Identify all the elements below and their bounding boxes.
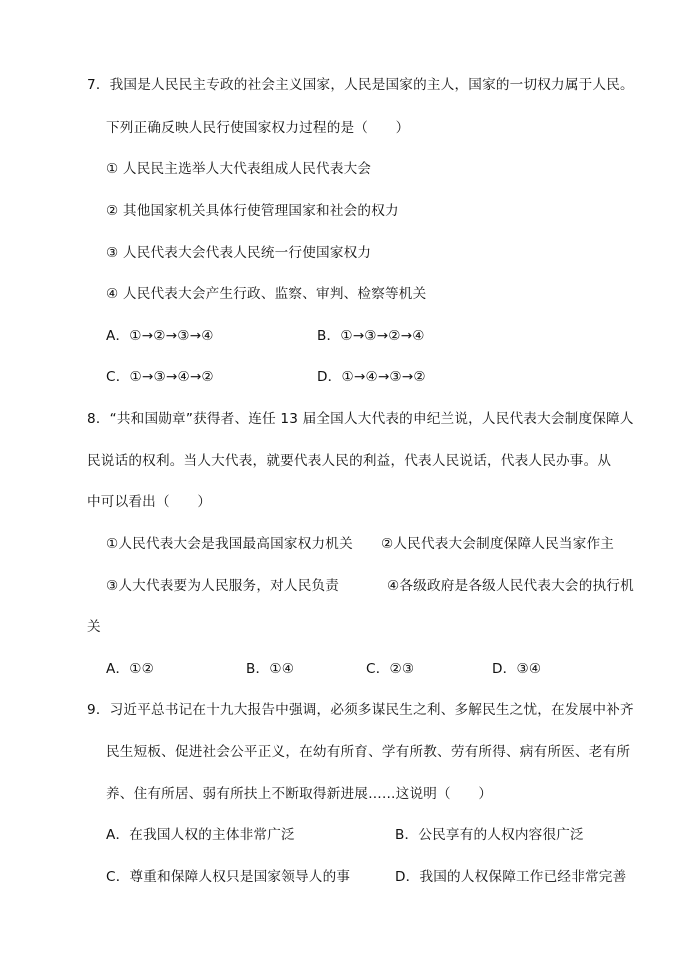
question-7-statement-2: ② 其他国家机关具体行使管理国家和社会的权力: [106, 203, 399, 219]
question-7-statement-4: ④ 人民代表大会产生行政、监察、审判、检察等机关: [106, 286, 427, 302]
question-7-statement-1: ① 人民民主选举人大代表组成人民代表大会: [106, 161, 372, 177]
question-8-statement-4: ④各级政府是各级人民代表大会的执行机: [387, 578, 634, 594]
question-8-stem-line-2: 民说话的权利。当人大代表，就要代表人民的利益，代表人民说话，代表人民办事。从: [87, 453, 612, 469]
question-9-stem-line-3: 养、住有所居、弱有所扶上不断取得新进展……这说明（ ）: [106, 786, 493, 802]
question-8-statement-3: ③人大代表要为人民服务，对人民负责: [106, 578, 340, 594]
question-8-stem-line-3: 中可以看出（ ）: [87, 494, 212, 510]
question-9-stem-line-2: 民生短板、促进社会公平正义，在幼有所育、学有所教、劳有所得、病有所医、老有所: [106, 744, 631, 760]
question-9-option-d: D．我国的人权保障工作已经非常完善: [395, 869, 627, 885]
question-8-option-d: D．③④: [492, 661, 542, 677]
question-9-option-a: A．在我国人权的主体非常广泛: [106, 827, 295, 843]
question-8-statement-4-wrap: 关: [87, 619, 101, 635]
question-8-stem-line-1: 8．“共和国勋章”获得者、连任 13 届全国人大代表的申纪兰说，人民代表大会制度保障人: [87, 411, 634, 427]
question-9-stem-line-1: 9．习近平总书记在十九大报告中强调，必须多谋民生之利、多解民生之忧，在发展中补齐: [87, 702, 634, 718]
question-7-option-b: B．①→③→②→④: [317, 328, 425, 344]
question-8-statement-2: ②人民代表大会制度保障人民当家作主: [381, 536, 615, 552]
question-7-stem-line-2: 下列正确反映人民行使国家权力过程的是（ ）: [106, 120, 410, 136]
question-9-option-c: C．尊重和保障人权只是国家领导人的事: [106, 869, 351, 885]
question-9-option-b: B．公民享有的人权内容很广泛: [395, 827, 584, 843]
question-7-option-c: C．①→③→④→②: [106, 369, 214, 385]
question-7-option-a: A．①→②→③→④: [106, 328, 214, 344]
question-8-statement-1: ①人民代表大会是我国最高国家权力机关: [106, 536, 353, 552]
question-7-statement-3: ③ 人民代表大会代表人民统一行使国家权力: [106, 245, 372, 261]
question-8-option-a: A．①②: [106, 661, 155, 677]
question-7-stem-line-1: 7．我国是人民民主专政的社会主义国家，人民是国家的主人，国家的一切权力属于人民。: [87, 77, 634, 93]
question-8-option-b: B．①④: [246, 661, 295, 677]
question-8-option-c: C．②③: [366, 661, 415, 677]
question-7-option-d: D．①→④→③→②: [317, 369, 426, 385]
